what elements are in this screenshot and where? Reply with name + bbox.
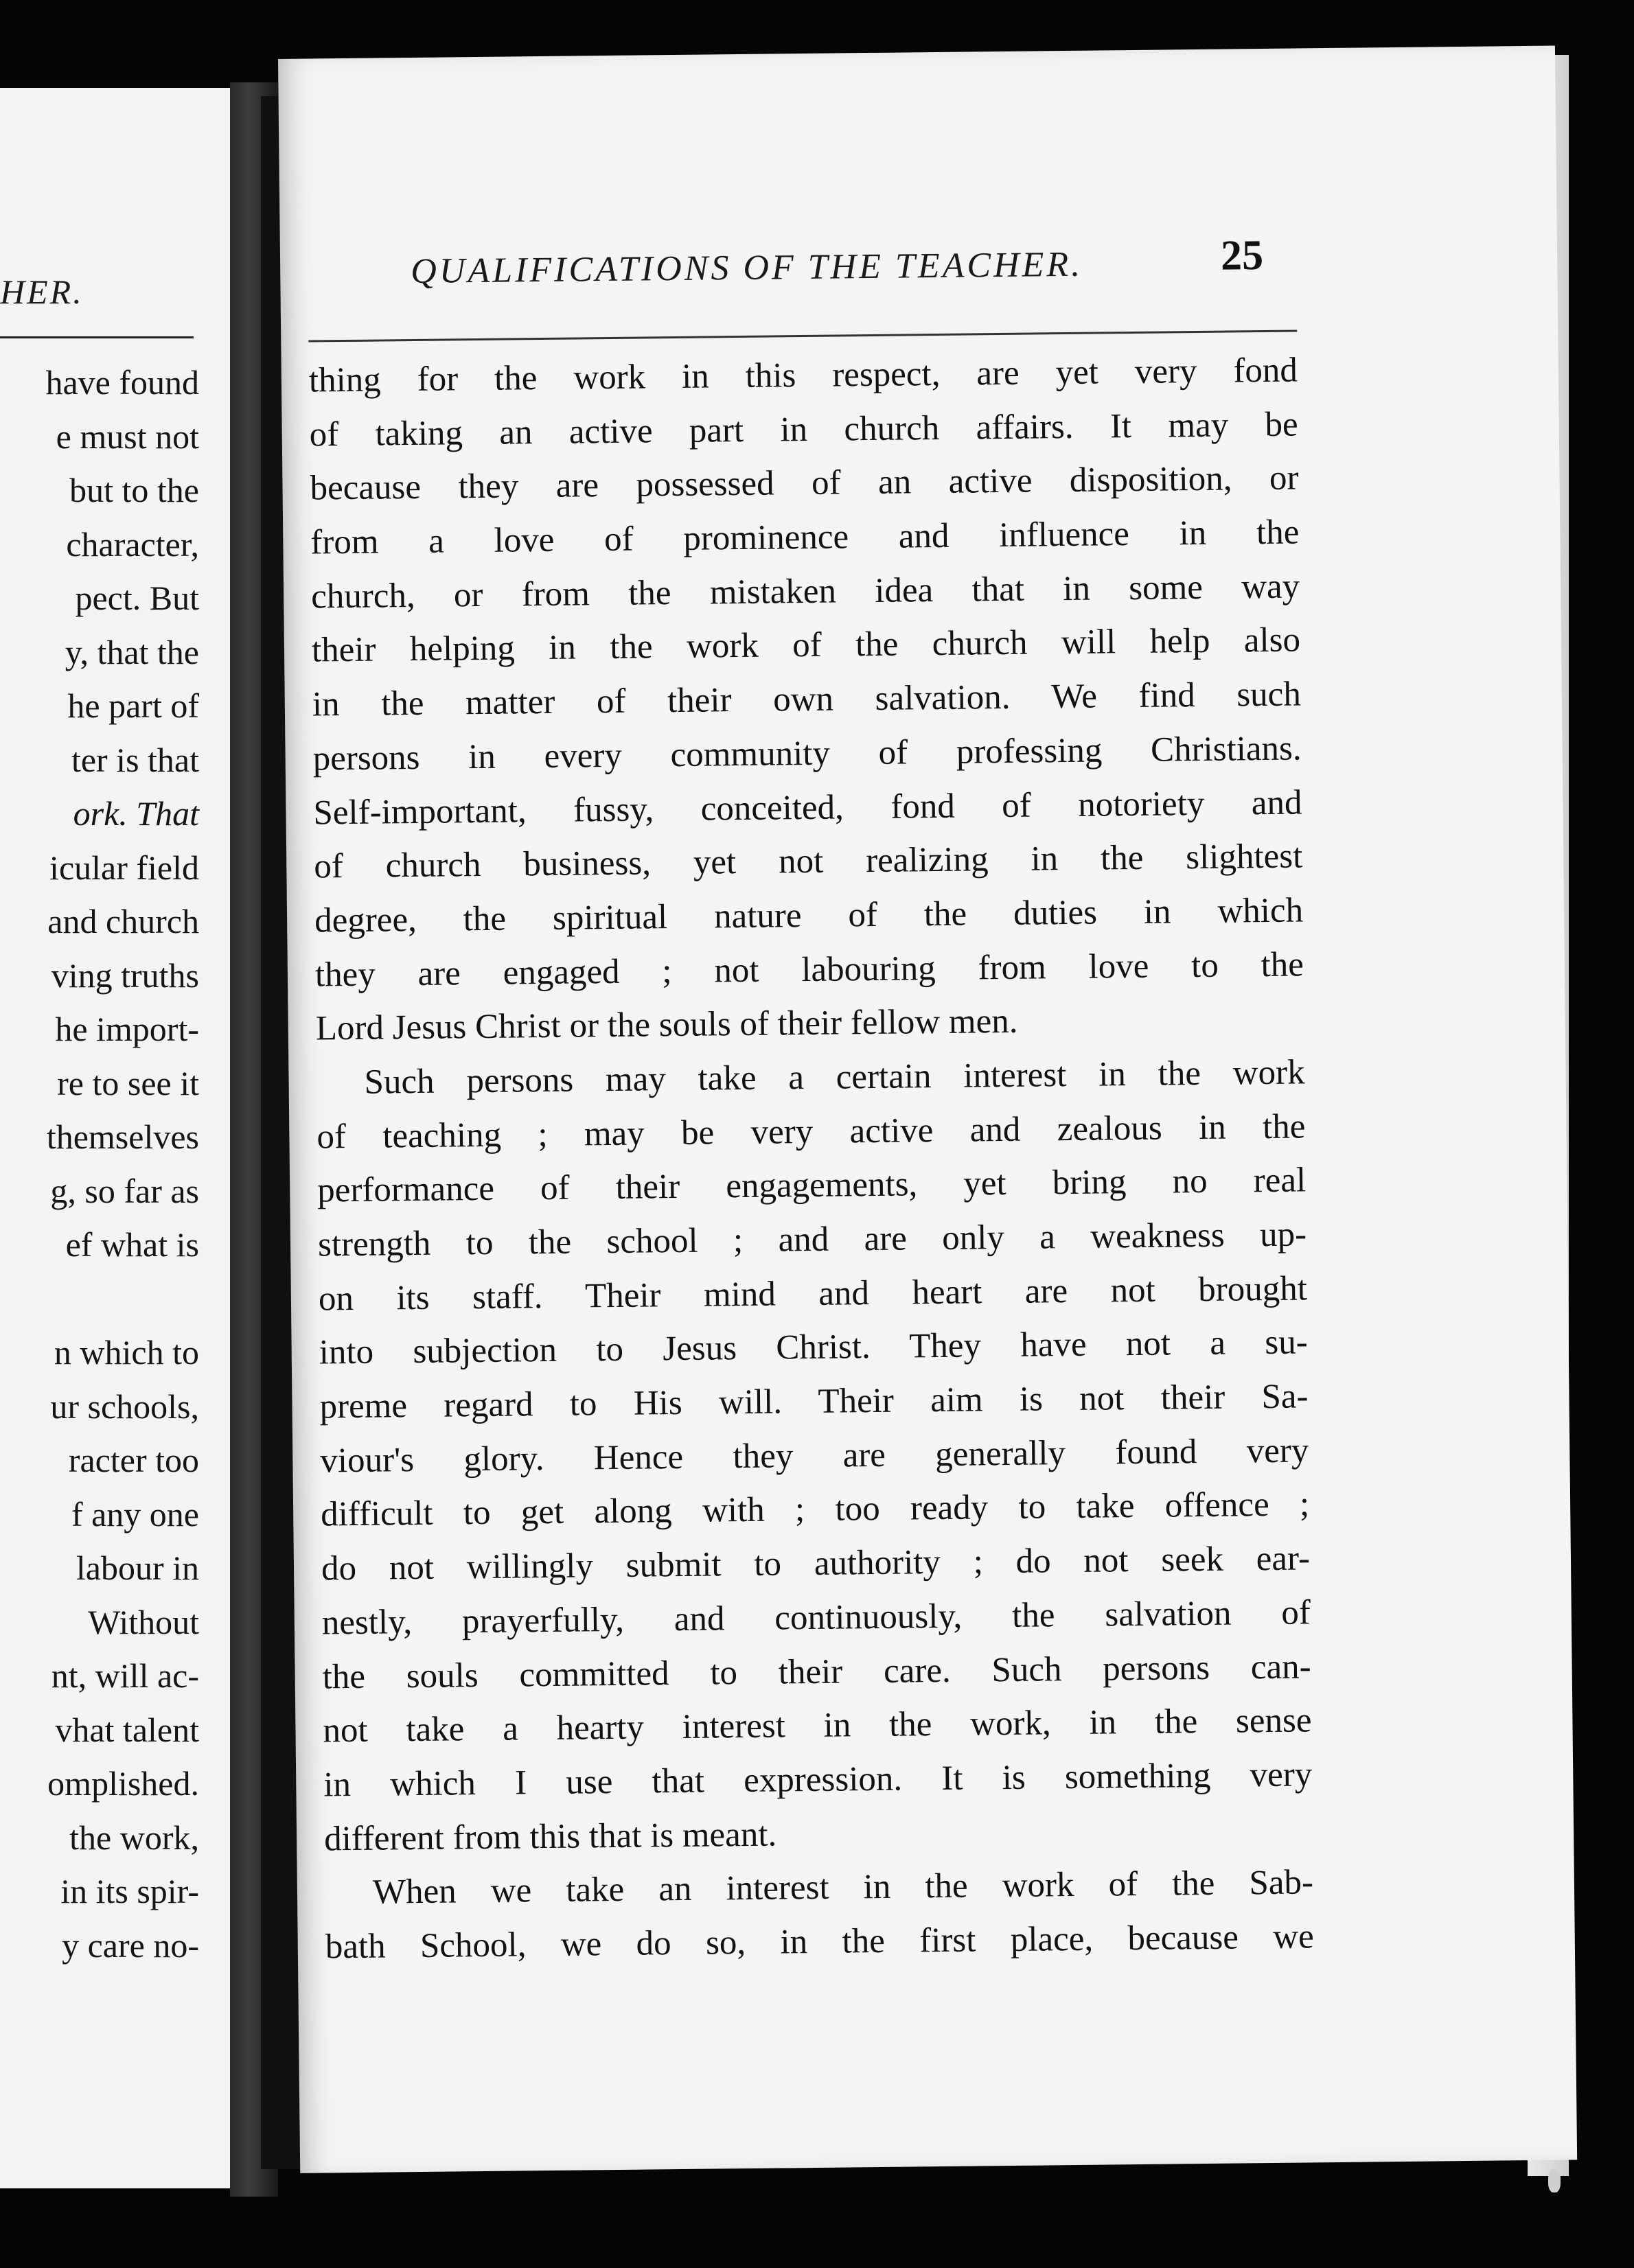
text-line: y, that the xyxy=(65,632,199,671)
text-line: omplished. xyxy=(47,1764,199,1803)
paragraph-gap xyxy=(0,1272,199,1326)
text-line: re to see it xyxy=(57,1063,199,1102)
left-page-text xyxy=(0,356,199,1972)
page-number: 25 xyxy=(1220,231,1264,279)
left-running-head: HER. xyxy=(0,273,84,311)
text-line: ef what is xyxy=(65,1225,199,1264)
header-rule xyxy=(308,329,1297,342)
text-line: ur schools, xyxy=(50,1387,199,1426)
text-line: the souls committed to their care. Such persons can- xyxy=(322,1647,1311,1696)
text-line: ving truths xyxy=(51,956,199,995)
text-line: bath School, we do so, in the first place, because we xyxy=(325,1917,1315,1967)
text-line: into subjection to Jesus Christ. They have not a su- xyxy=(319,1323,1308,1372)
text-line: in the matter of their own salvation. We find such xyxy=(312,675,1302,724)
text-line: do not willingly submit to authority ; do not seek ear- xyxy=(321,1539,1311,1588)
text-line: y care no- xyxy=(62,1925,199,1965)
body-text xyxy=(309,343,1315,1974)
text-line: character, xyxy=(66,524,199,564)
text-line: degree, the spiritual nature of the duties in which xyxy=(314,891,1304,940)
text-line: in its spir- xyxy=(60,1872,199,1910)
text-line: of taking an active part in church affairs. It may be xyxy=(309,405,1298,454)
left-header-rule xyxy=(0,336,194,338)
text-line: thing for the work in this respect, are yet very fond xyxy=(308,351,1298,400)
text-line: and church xyxy=(47,902,199,940)
text-line: of church business, yet not realizing in the slightest xyxy=(314,837,1303,886)
text-line: on its staff. Their mind and heart are not brought xyxy=(318,1269,1308,1319)
text-line: racter too xyxy=(68,1441,199,1479)
running-head: QUALIFICATIONS OF THE TEACHER. xyxy=(410,244,1083,291)
text-line: difficult to get along with ; too ready to take offence ; xyxy=(320,1485,1310,1534)
text-line: persons in every community of professing Christians. xyxy=(312,729,1302,778)
text-line: performance of their engagements, yet bring no real xyxy=(317,1161,1307,1210)
text-line: strength to the school ; and are only a weakness up- xyxy=(317,1215,1307,1264)
current-page xyxy=(278,46,1577,2173)
text-line: themselves xyxy=(46,1118,199,1156)
text-line: not take a hearty interest in the work, in the sense xyxy=(323,1701,1312,1750)
text-line: but to the xyxy=(69,471,199,509)
text-line: n which to xyxy=(54,1333,199,1372)
text-line: pect. But xyxy=(75,579,199,617)
text-line: in which I use that expression. It is something very xyxy=(323,1755,1313,1805)
text-line: Without xyxy=(88,1602,199,1641)
text-line: their helping in the work of the church will help also xyxy=(311,621,1301,670)
text-line: because they are possessed of an active disposition, or xyxy=(310,459,1299,508)
text-line: he import- xyxy=(55,1010,199,1048)
text-line: from a love of prominence and influence in the xyxy=(310,513,1300,562)
text-line: Such persons may take a certain interest in the work xyxy=(364,1053,1305,1102)
text-line: Self-important, fussy, conceited, fond of notoriety and xyxy=(313,783,1302,833)
text-line: labour in xyxy=(76,1549,199,1587)
text-line: church, or from the mistaken idea that in some way xyxy=(310,567,1300,616)
text-line: have found xyxy=(45,363,199,402)
text-line: nestly, prayerfully, and continuously, the salvation of xyxy=(321,1593,1311,1643)
text-line: When we take an interest in the work of the Sab- xyxy=(372,1863,1314,1912)
text-line: f any one xyxy=(71,1494,199,1534)
text-line: he part of xyxy=(67,686,199,725)
text-line: e must not xyxy=(56,417,199,456)
text-line: g, so far as xyxy=(50,1171,199,1210)
text-line: ter is that xyxy=(71,740,199,779)
text-line: Lord Jesus Christ or the souls of their fellow men. xyxy=(315,1002,1018,1048)
text-line: icular field xyxy=(49,848,199,887)
text-line: preme regard to His will. Their aim is not their Sa- xyxy=(319,1377,1309,1426)
scan-artifact xyxy=(1548,2169,1561,2192)
text-line: of teaching ; may be very active and zealous in the xyxy=(317,1107,1306,1157)
previous-page xyxy=(0,88,230,2188)
text-line: viour's glory. Hence they are generally found very xyxy=(320,1431,1309,1481)
text-line: they are engaged ; not labouring from love to the xyxy=(314,945,1304,995)
text-line: ork. That xyxy=(73,794,199,833)
text-line: nt, will ac- xyxy=(51,1656,199,1695)
text-line: vhat talent xyxy=(55,1710,199,1749)
text-line: the work, xyxy=(69,1818,199,1857)
text-line: different from this that is meant. xyxy=(323,1815,777,1858)
